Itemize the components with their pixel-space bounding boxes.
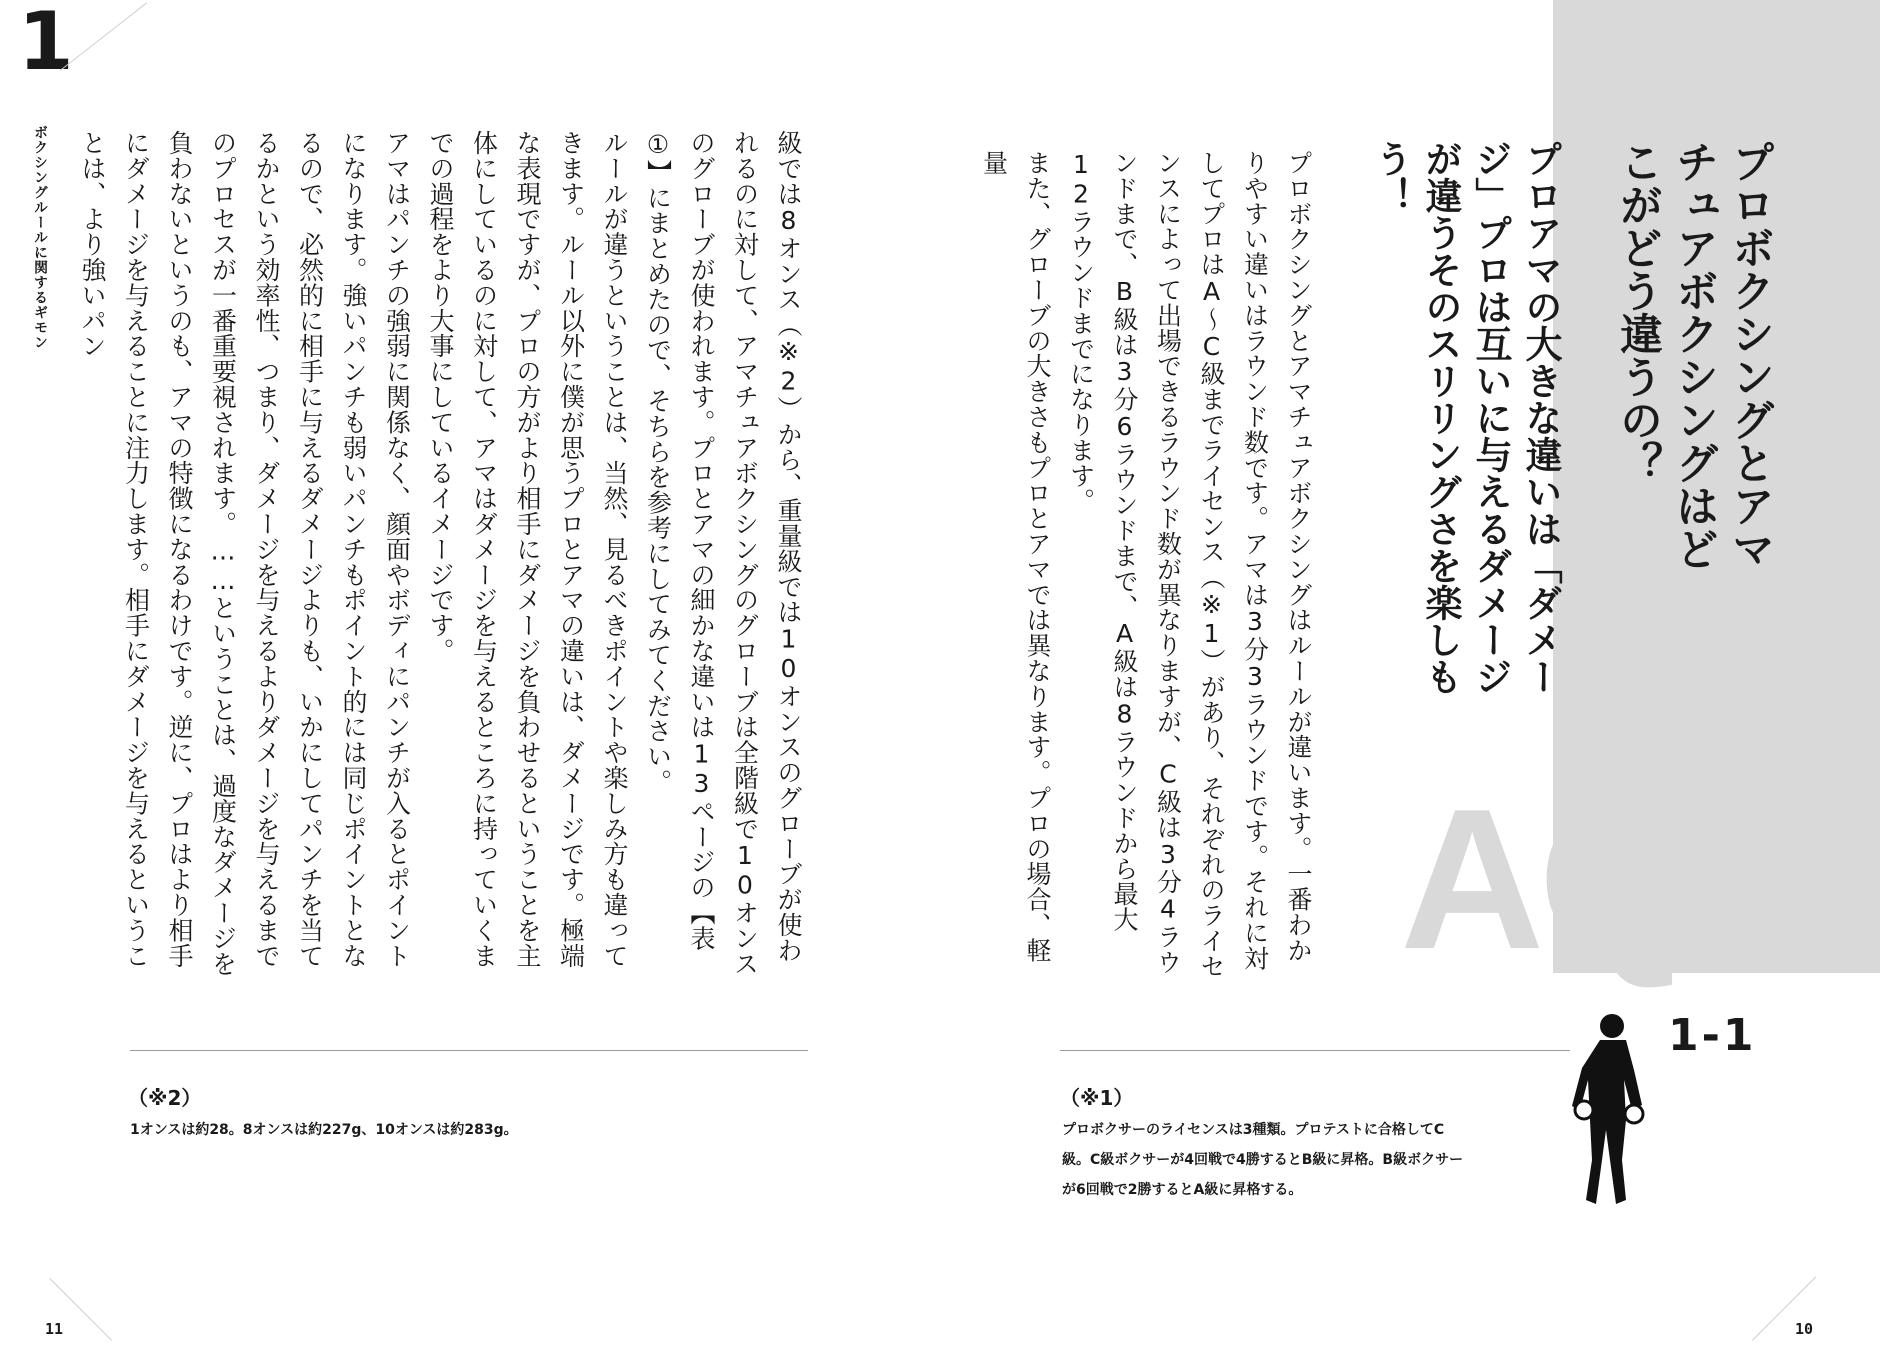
aq-label: AQ [1400,768,1688,991]
left-paragraph-2: ルールが違うということは、当然、見るべきポイントや楽しみ方も違ってきます。ルール以外に僕が思うプロとアマの違いは、ダメージです。極端な表現ですが、プロの方がより相手にダメージを負わせるということを主体にしているのに対して、アマはダメージを与えるところに持っていくまでの過程をより大事にしているイメージです。 [426,130,629,969]
left-footnote-text: 1オンスは約28。8オンスは約227g、10オンスは約283g。 [130,1122,518,1138]
chapter-number: 1 [18,0,74,88]
right-paragraph-1: プロボクシングとアマチュアボクシングはルールが違います。一番わかりやすい違いはラウンド数です。アマは3分3ラウンドです。それに対してプロはA～C級までライセンス（※1）があり、それぞれのライセンスによって出場できるラウンド数が異なりますが、C級は3分4ラウンドまで、B級は3分6ラウンドまで、A級は8ラウンドから最大12ラウンドまでになります。 [1066,150,1313,979]
right-footnote-rule [1060,1050,1570,1051]
section-number: 1-1 [1668,1010,1757,1061]
left-page-number: 11 [45,1320,64,1338]
answer-title: プロアマの大きな違いは「ダメージ」プロは互いに与えるダメージが違うそのスリリングさを楽しもう！ [1369,140,1562,695]
running-header: ボクシングルールに関するギモン [32,125,48,350]
right-page-number: 10 [1795,1320,1814,1338]
boxer-silhouette-icon [1572,1010,1644,1208]
left-body-text [78,130,810,980]
left-paragraph-3: アマはパンチの強弱に関係なく、顔面やボディにパンチが入るとポイントになります。強いパンチも弱いパンチもポイント的には同じポイントとなるので、必然的に相手に与えるダメージよりも、いかにしてパンチを当てるかという効率性、つまり、ダメージを与えるよりダメージを与えるまでのプロセスが一番重要視されます。……ということは、過度なダメージを負わないというのも、アマの特徴になるわけです。逆に、プロはより相手にダメージを与えることに注力します。相手にダメージを与えるということは、より強いパン [78,130,412,977]
right-footnote-label: （※1） [1060,1086,1134,1110]
question-title: プロボクシングとアマチュアボクシングはどこがどう違うの？ [1613,140,1775,570]
right-footnote-text: プロボクサーのライセンスは3種類。プロテストに合格してC級。C級ボクサーが4回戦で4勝するとB級に昇格。B級ボクサーが6回戦で2勝するとA級に昇格する。 [1062,1122,1464,1198]
right-body-text [979,150,1320,980]
left-paragraph-1: 級では8オンス（※2）から、重量級では10オンスのグローブが使われるのに対して、アマチュアボクシングのグローブは全階級で10オンスのグローブが使われます。プロとアマの細かな違いは13ページの【表①】にまとめたので、そちらを参考にしてみてください。 [643,130,803,977]
left-footnote-rule [130,1050,808,1051]
left-footnote-label: （※2） [128,1086,202,1110]
right-paragraph-2: また、グローブの大きさもプロとアマでは異なります。プロの場合、軽量 [979,150,1052,963]
